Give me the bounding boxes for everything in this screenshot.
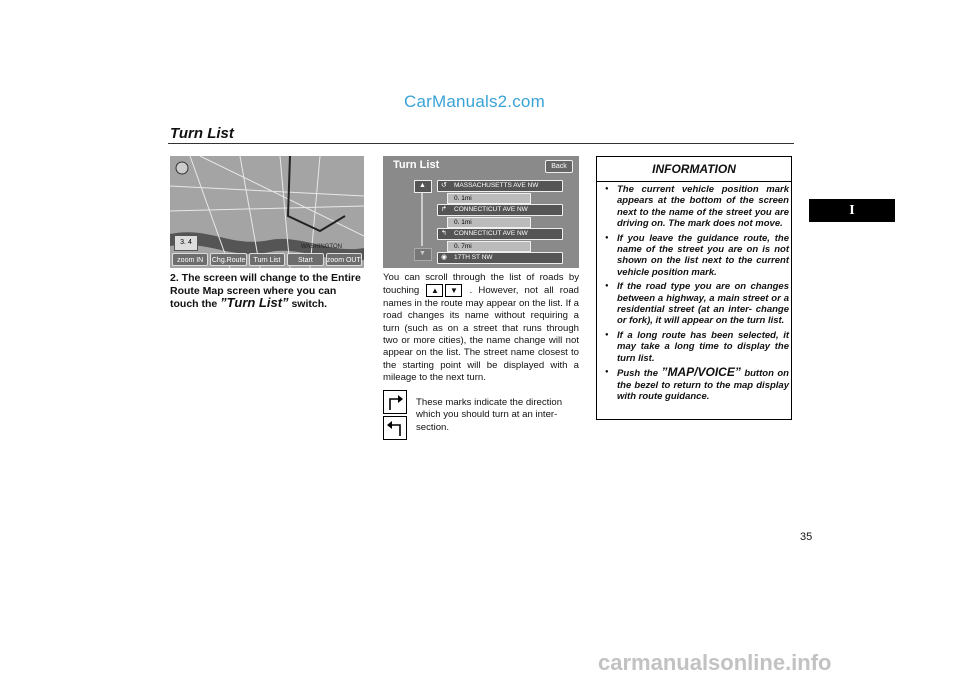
change-route-button[interactable]: Chg.Route — [210, 253, 246, 266]
zoom-out-button[interactable]: zoom OUT — [326, 253, 362, 266]
info-last-before: Push the — [617, 368, 662, 380]
information-item: ● The current vehicle position mark appears at the bottom of the screen next to the name of the street you are driving on. The mark does not move. — [605, 184, 789, 230]
turn-list-row[interactable] — [437, 228, 563, 240]
information-item: ● If you leave the guidance route, the name of the street you are on is not shown on the list next to the current vehicle position mark. — [605, 233, 789, 279]
watermark-top: CarManuals2.com — [404, 92, 545, 111]
step-caption — [170, 272, 366, 311]
down-arrow-icon: ▼ — [445, 284, 462, 297]
information-list — [605, 184, 789, 405]
information-item — [605, 367, 789, 402]
up-arrow-icon: ▲ — [426, 284, 443, 297]
info-last-after: button on the bezel to return to the map display with route guidance. — [617, 368, 789, 402]
turn-arrow-icon: ↱ — [441, 206, 447, 213]
right-turn-mark-icon — [383, 390, 407, 414]
information-item: ● If the road type you are on changes between a highway, a main street or a residential street (at an inter- change or fork), it will appear on the turn list. — [605, 281, 789, 327]
turn-list-screen-title: Turn List — [393, 159, 440, 171]
road-distance: 0. 7mi — [447, 241, 531, 252]
turn-list-row[interactable] — [437, 204, 563, 216]
header-rule — [168, 143, 794, 144]
map-scale: 3. 4 — [174, 235, 198, 251]
turn-list-row[interactable] — [437, 180, 563, 192]
information-item: ● If a long route has been selected, it may take a long time to display the turn list. — [605, 330, 789, 364]
section-tab: I — [809, 199, 895, 222]
scroll-instructions-before: You can scroll through the list of roads by touching — [383, 272, 579, 297]
turn-list-row[interactable] — [437, 252, 563, 264]
road-name: CONNECTICUT AVE NW — [454, 230, 528, 237]
information-box — [596, 156, 792, 420]
road-name: CONNECTICUT AVE NW — [454, 206, 528, 213]
turn-arrow-icon: ↰ — [441, 230, 447, 237]
watermark-bottom: carmanualsonline.info — [598, 650, 832, 675]
page-number: 35 — [800, 531, 813, 543]
scroll-instructions — [383, 272, 579, 385]
scroll-up-button[interactable] — [414, 180, 432, 193]
map-roads — [170, 156, 364, 268]
road-distance: 0. 1mi — [447, 217, 531, 228]
road-name: MASSACHUSETTS AVE NW — [454, 182, 539, 189]
step-caption-text-before: 2. The screen will change to the Entire Route Map screen where you can touch the — [170, 272, 361, 310]
turn-list-button[interactable]: Turn List — [249, 253, 285, 266]
vehicle-position-icon: ◉ — [441, 254, 448, 261]
map-place-label: WASHINGTON — [300, 244, 342, 250]
scroll-instructions-after: . However, not all road names in the route may appear on the list. If a road changes its name without requiring a turn (such as on a street that runs through two or more cities), the name change will not appear on the list. The street name closest to the starting point will be displayed with a mileage to the next turn. — [383, 285, 580, 384]
map-button-bar — [172, 253, 362, 266]
zoom-in-button[interactable]: zoom IN — [172, 253, 208, 266]
route-map-screen — [170, 156, 364, 268]
information-heading: INFORMATION — [597, 157, 791, 182]
step-caption-text-after: switch. — [288, 298, 328, 310]
turn-list-screen — [383, 156, 579, 268]
back-button[interactable]: Back — [545, 160, 573, 173]
turn-list-switch-label: ”Turn List” — [220, 295, 289, 310]
left-turn-mark-icon — [383, 416, 407, 440]
scroll-rail — [421, 193, 423, 246]
map-voice-button-label: ”MAP/VOICE” — [661, 365, 741, 380]
road-name: 17TH ST NW — [454, 254, 493, 261]
scroll-down-button[interactable] — [414, 248, 432, 261]
start-button[interactable]: Start — [287, 253, 323, 266]
page-title: Turn List — [170, 125, 234, 142]
road-distance: 0. 1mi — [447, 193, 531, 204]
turn-arrow-icon: ↺ — [441, 182, 447, 189]
turn-marks-description: These marks indicate the direction which you should turn at an inter- section. — [416, 397, 563, 433]
